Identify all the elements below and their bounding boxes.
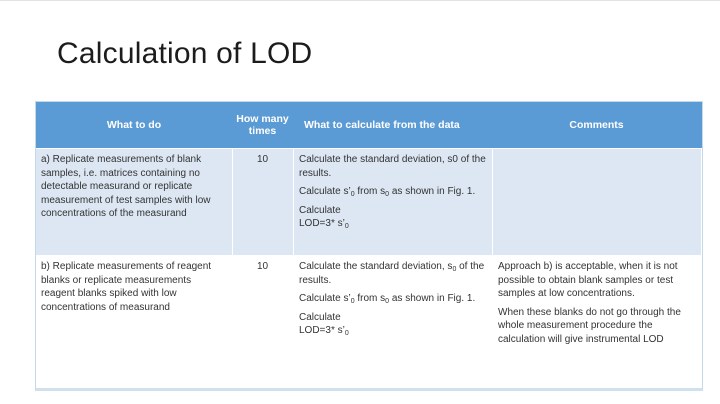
lod-table	[35, 101, 703, 391]
cell-what-to-calculate	[293, 149, 492, 255]
cell-what-to-calculate	[293, 256, 492, 388]
cell-comments	[492, 256, 701, 388]
calc-paragraph: Calculate LOD=3* $s’_0$	[299, 311, 349, 337]
table-row-a	[36, 148, 702, 255]
col-header-what-to-do: What to do	[106, 119, 162, 131]
calc-paragraph: Calculate the standard deviation, s0 of the results.	[299, 154, 486, 179]
col-header-what-to-calculate: What to calculate from the data	[304, 119, 460, 131]
cell-comments	[492, 149, 701, 255]
calc-paragraph: Calculate $s’_0$ from $s_0$ as shown in Fig. 1.	[299, 186, 476, 198]
col-header-comments: Comments	[569, 119, 624, 131]
table-header-row	[36, 102, 702, 148]
cell-times: 10	[232, 256, 293, 388]
calc-paragraph: Calculate $s’_0$ from $s_0$ as shown in Fig. 1.	[299, 293, 476, 305]
slide-title: Calculation of LOD	[57, 37, 313, 70]
col-header-how-many-times: How many times	[236, 113, 289, 137]
cell-what-to-do: b) Replicate measurements of reagent blanks or replicate measurements reagent blanks spiked with low concentrations of measurand	[36, 256, 232, 388]
calc-paragraph: Calculate LOD=3* $s’_0$	[299, 204, 349, 230]
table-row-b	[36, 255, 702, 388]
cell-times: 10	[232, 149, 293, 255]
calc-paragraph: Calculate the standard deviation, $s_0$ of the results.	[299, 261, 485, 286]
cell-what-to-do: a) Replicate measurements of blank samples, i.e. matrices containing no detectable measurand or replicate measurement of test samples with low concentrations of the measurand	[36, 149, 232, 255]
comment-paragraph: Approach b) is acceptable, when it is not possible to obtain blank samples or test samples at low concentrations.	[498, 261, 678, 299]
comment-paragraph: When these blanks do not go through the whole measurement procedure the calculation will give instrumental LOD	[498, 306, 681, 345]
